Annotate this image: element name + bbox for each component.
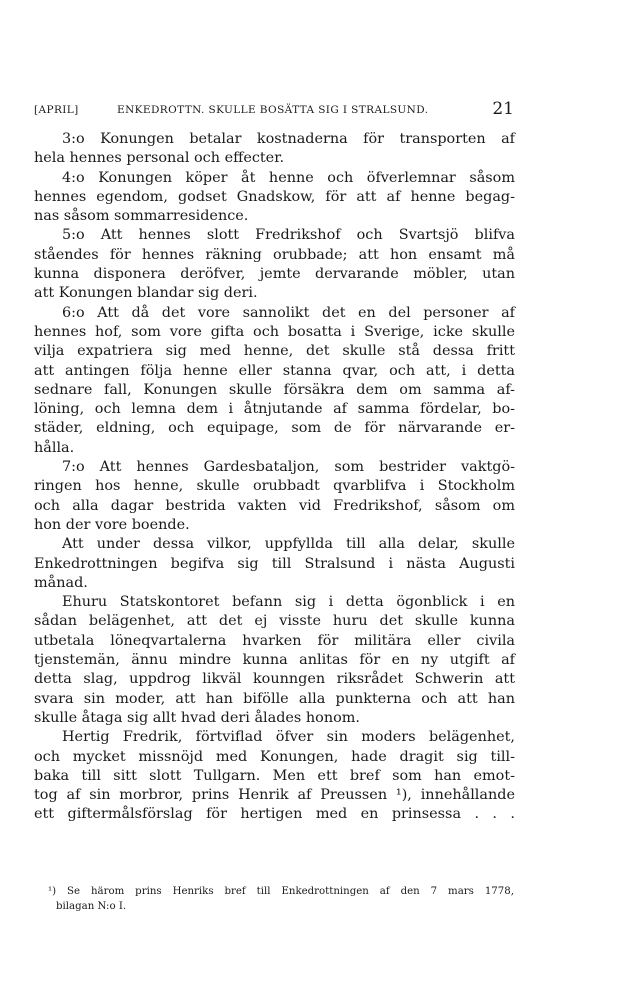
text-line: hennes egendom, godset Gnadskow, för att af henne begag-: [34, 188, 515, 205]
text-line: hennes hof, som vore gifta och bosatta i Sverige, icke skulle: [34, 323, 515, 340]
footnote-line: ¹) Se härom prins Henriks bref till Enkedrottningen af den 7 mars 1778,: [48, 886, 514, 897]
text-line: ett giftermålsförslag för hertigen med en prinsessa . . .: [34, 806, 515, 823]
text-line: löning, och lemna dem i åtnjutande af samma fördelar, bo-: [34, 401, 515, 418]
text-line: och mycket missnöjd med Konungen, hade dragit sig till-: [34, 748, 515, 765]
header-section: [APRIL]: [34, 104, 79, 116]
text-line: att Konungen blandar sig deri.: [34, 285, 258, 302]
body-text: [34, 130, 515, 825]
text-line: Att under dessa vilkor, uppfyllda till alla delar, skulle: [62, 536, 515, 553]
text-line: sådan belägenhet, att det ej visste huru det skulle kunna: [34, 613, 515, 630]
text-line: hålla.: [34, 439, 75, 456]
text-line: vilja expatriera sig med henne, det skulle stå dessa fritt: [34, 343, 515, 360]
text-line: att antingen följa henne eller stanna qvar, och att, i detta: [34, 362, 515, 379]
text-line: skulle åtaga sig allt hvad deri ålades honom.: [34, 709, 360, 726]
text-line: hon der vore boende.: [34, 516, 190, 533]
text-line: sednare fall, Konungen skulle försäkra dem om samma af-: [34, 381, 515, 398]
header-title: ENKEDROTTN. SKULLE BOSÄTTA SIG I STRALSUND.: [117, 104, 429, 116]
text-line: ståendes för hennes räkning orubbade; att hon ensamt må: [34, 246, 515, 263]
text-line: 3:o Konungen betalar kostnaderna för transporten af: [62, 131, 515, 147]
text-line: tog af sin morbror, prins Henrik af Preussen ¹), innehållande: [34, 787, 515, 804]
text-line: nas såsom sommarresidence.: [34, 208, 249, 225]
text-line: och alla dagar bestrida vakten vid Fredrikshof, såsom om: [34, 497, 515, 514]
page-number: 21: [492, 99, 514, 119]
text-line: 5:o Att hennes slott Fredrikshof och Svartsjö blifva: [62, 227, 515, 244]
footnote: [48, 884, 514, 914]
running-header: [34, 100, 514, 120]
text-line: städer, eldning, och equipage, som de för närvarande er-: [34, 420, 515, 437]
text-line: 7:o Att hennes Gardesbataljon, som bestrider vaktgö-: [62, 459, 515, 476]
text-line: utbetala löneqvartalerna hvarken för militära eller civila: [34, 632, 515, 649]
text-line: svara sin moder, att han bifölle alla punkterna och att han: [34, 690, 515, 707]
footnote-line: bilagan N:o I.: [56, 901, 127, 912]
text-line: tjenstemän, ännu mindre kunna anlitas för en ny utgift af: [34, 652, 515, 669]
text-line: 6:o Att då det vore sannolikt det en del personer af: [62, 304, 515, 321]
text-line: 4:o Konungen köper åt henne och öfverlemnar såsom: [62, 169, 515, 186]
text-line: baka till sitt slott Tullgarn. Men ett bref som han emot-: [34, 767, 515, 784]
text-line: Ehuru Statskontoret befann sig i detta ögonblick i en: [62, 594, 515, 611]
text-line: Hertig Fredrik, förtviflad öfver sin moders belägenhet,: [62, 729, 515, 746]
text-line: detta slag, uppdrog likväl kounngen riksrådet Schwerin att: [34, 671, 515, 688]
text-line: ringen hos henne, skulle orubbadt qvarblifva i Stockholm: [34, 478, 515, 495]
text-line: hela hennes personal och effecter.: [34, 150, 285, 167]
text-line: kunna disponera deröfver, jemte dervarande möbler, utan: [34, 266, 515, 283]
text-line: Enkedrottningen begifva sig till Stralsund i nästa Augusti: [34, 555, 515, 572]
text-line: månad.: [34, 574, 88, 591]
